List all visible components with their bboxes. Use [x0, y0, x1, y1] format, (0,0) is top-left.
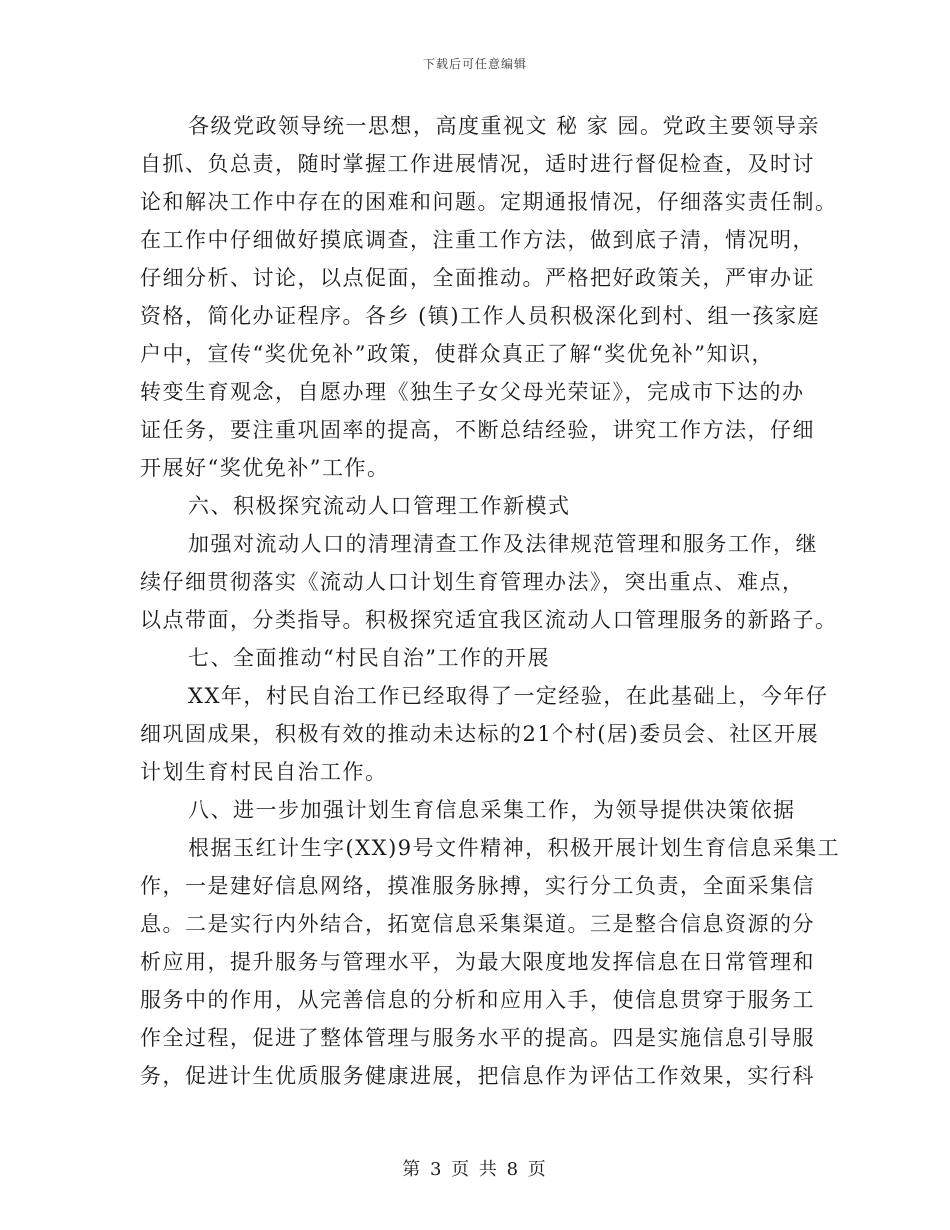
- text-line: 析应用，提升服务与管理水平，为最大限度地发挥信息在日常管理和: [140, 950, 815, 974]
- page-header: 下载后可任意编辑: [422, 57, 527, 71]
- text-line: 务，促进计生优质服务健康进展，把信息作为评估工作效果，实行科: [140, 1064, 815, 1088]
- text-line: 息。二是实行内外结合，拓宽信息采集渠道。三是整合信息资源的分: [140, 912, 815, 936]
- text-line: 六、积极探究流动人口管理工作新模式: [188, 494, 571, 518]
- text-line: 作全过程，促进了整体管理与服务水平的提高。四是实施信息引导服: [140, 1026, 815, 1050]
- text-line: 资格，简化办证程序。各乡 (镇)工作人员积极深化到村、组一孩家庭: [140, 304, 821, 328]
- text-line: 加强对流动人口的清理清查工作及法律规范管理和服务工作，继: [188, 532, 818, 556]
- text-line: XX年，村民自治工作已经取得了一定经验，在此基础上，今年仔: [188, 684, 829, 708]
- text-line: 论和解决工作中存在的困难和问题。定期通报情况，仔细落实责任制。: [140, 190, 838, 214]
- text-line: 七、全面推动“村民自治”工作的开展: [188, 646, 550, 670]
- text-line: 证任务，要注重巩固率的提高，不断总结经验，讲究工作方法，仔细: [140, 418, 815, 442]
- text-line: 作，一是建好信息网络，摸准服务脉搏，实行分工负责，全面采集信: [140, 874, 815, 898]
- text-line: 细巩固成果，积极有效的推动未达标的21个村(居)委员会、社区开展: [140, 722, 820, 746]
- text-line: 服务中的作用，从完善信息的分析和应用入手，使信息贯穿于服务工: [140, 988, 815, 1012]
- page-number: 第 3 页 共 8 页: [402, 1159, 548, 1180]
- document-body: [140, 107, 841, 1095]
- text-line: 在工作中仔细做好摸底调查，注重工作方法，做到底子清，情况明，: [140, 228, 815, 252]
- text-line: 续仔细贯彻落实《流动人口计划生育管理办法》，突出重点、难点，: [140, 570, 805, 594]
- text-line: 转变生育观念，自愿办理《独生子女父母光荣证》，完成市下达的办: [140, 380, 805, 404]
- text-line: 计划生育村民自治工作。: [140, 760, 388, 784]
- text-line: 以点带面，分类指导。积极探究适宜我区流动人口管理服务的新路子。: [140, 608, 838, 632]
- text-line: 各级党政领导统一思想，高度重视文 秘 家 园。党政主要领导亲: [188, 114, 821, 138]
- text-line: 户中，宣传“奖优免补”政策，使群众真正了解“奖优免补”知识，: [140, 342, 774, 366]
- text-line: 根据玉红计生字(XX)9号文件精神，积极开展计划生育信息采集工: [188, 836, 841, 860]
- text-line: 仔细分析、讨论，以点促面，全面推动。严格把好政策关，严审办证: [140, 266, 815, 290]
- text-line: 八、进一步加强计划生育信息采集工作，为领导提供决策依据: [188, 798, 796, 822]
- text-line: 自抓、负总责，随时掌握工作进展情况，适时进行督促检查，及时讨: [140, 152, 815, 176]
- text-line: 开展好“奖优免补”工作。: [140, 456, 390, 480]
